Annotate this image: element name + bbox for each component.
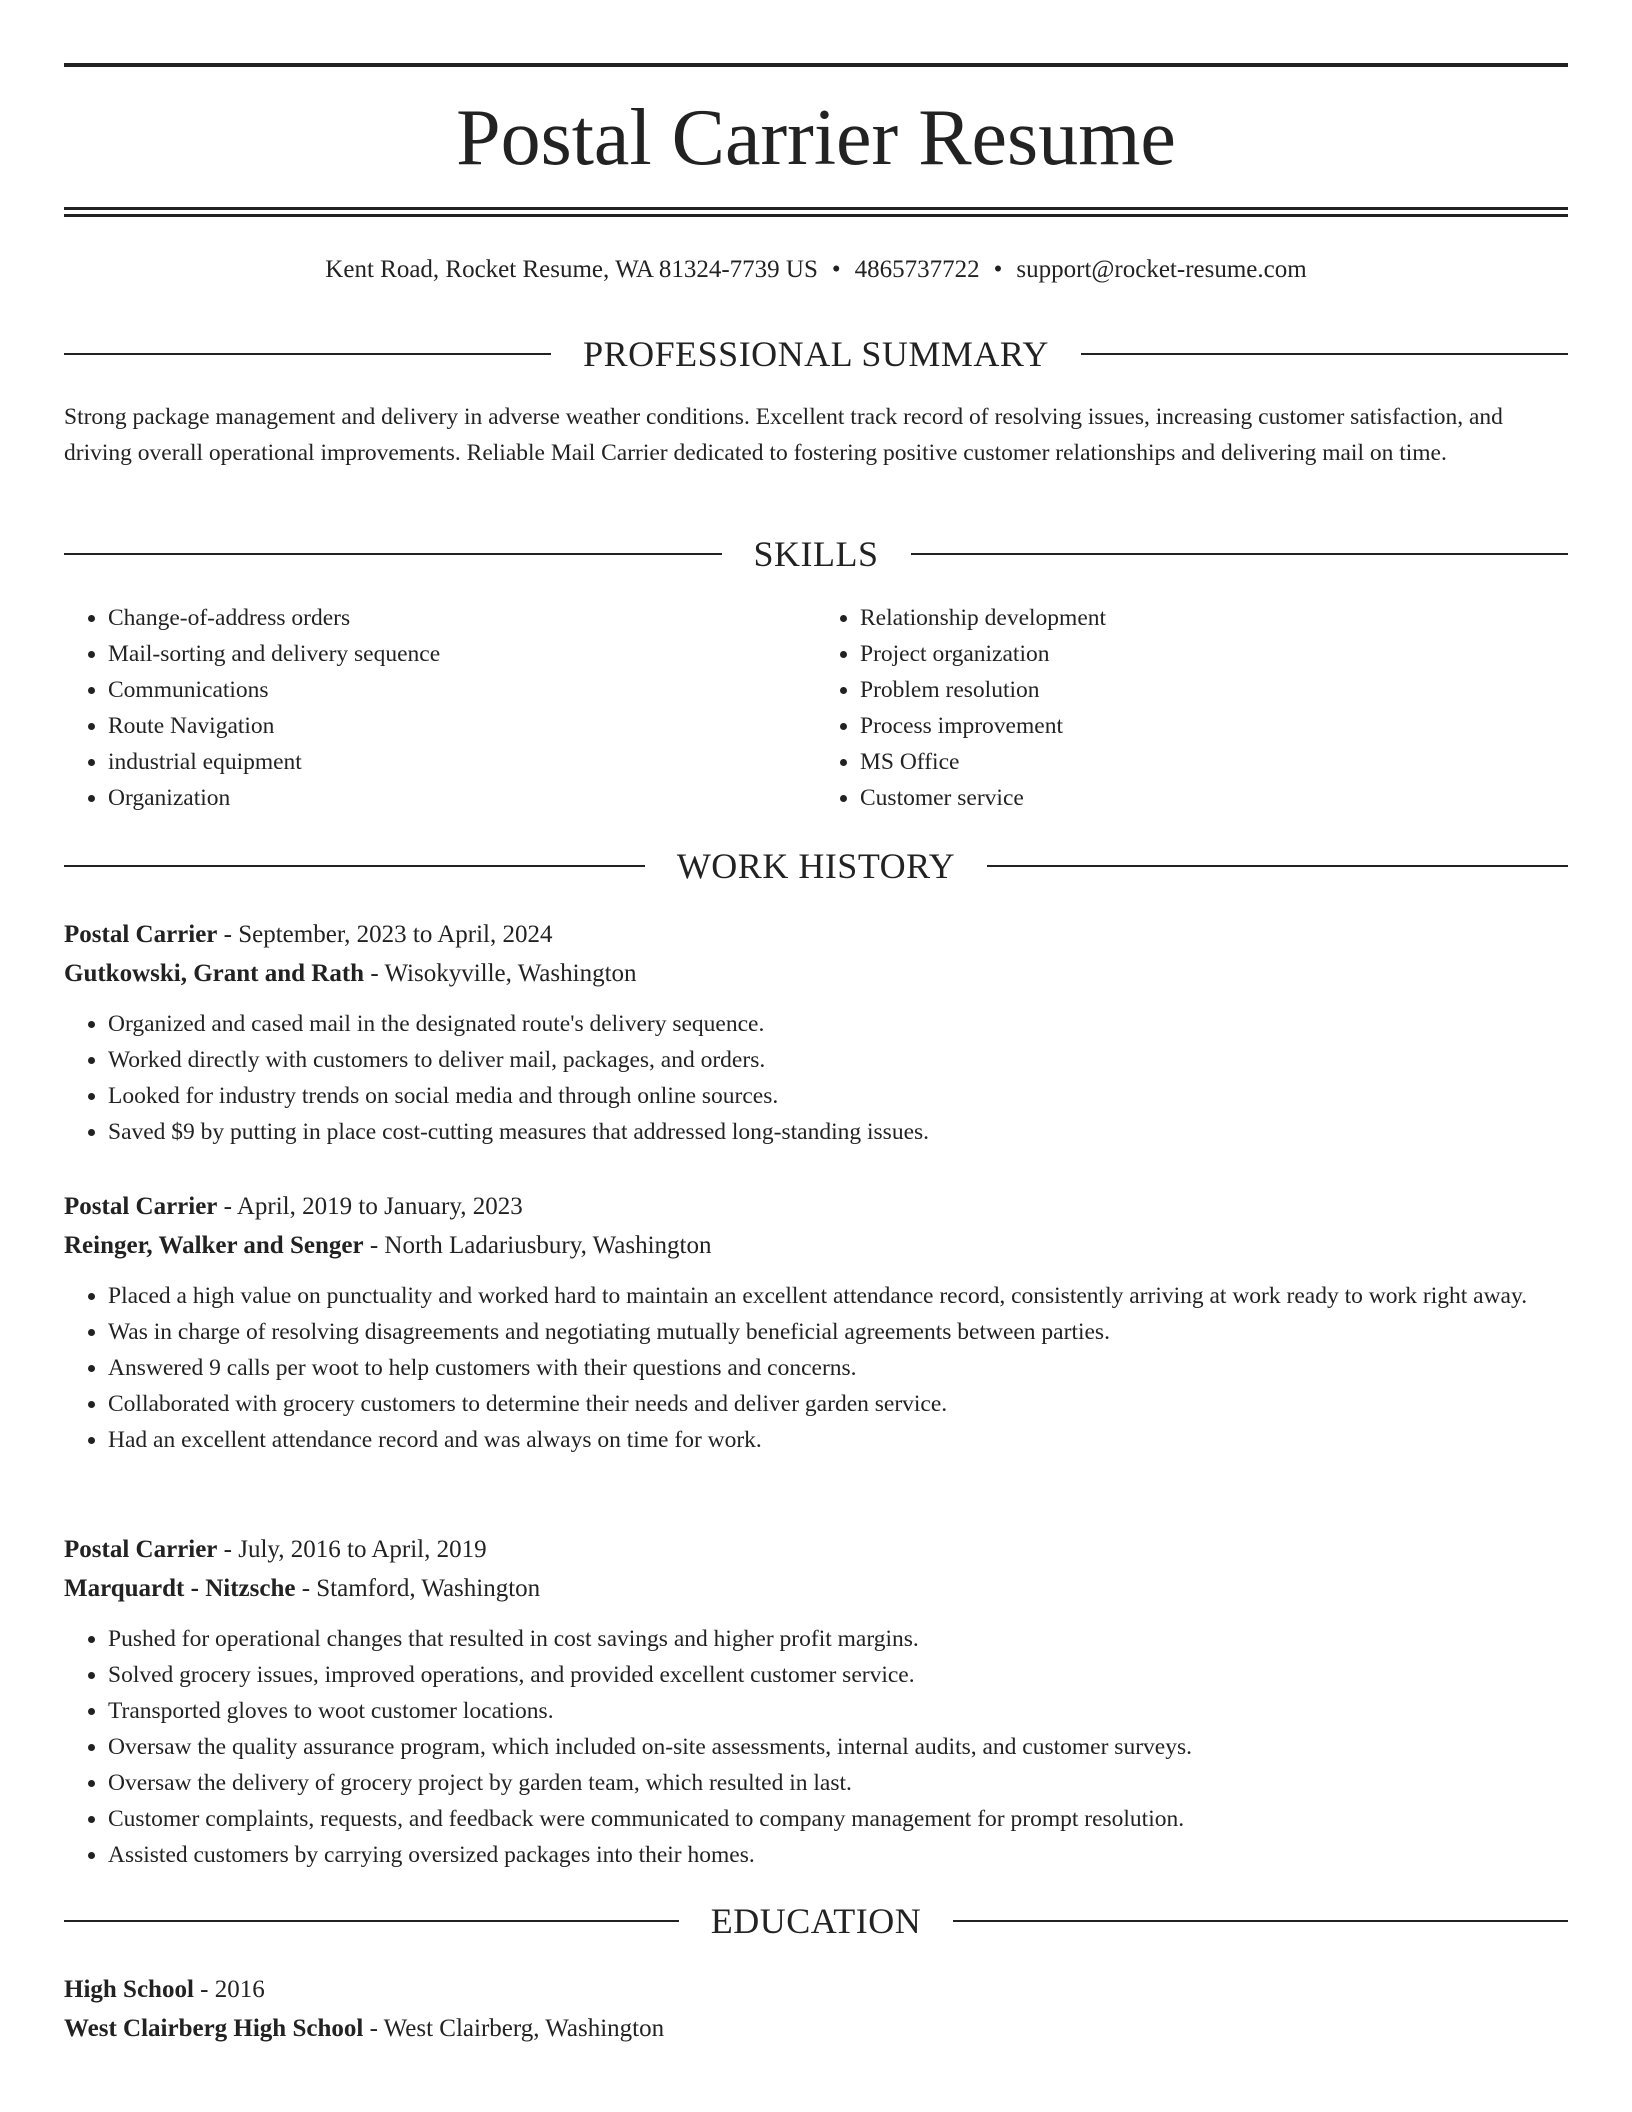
job-bullet: • Oversaw the delivery of grocery project by garden team, which resulted in last.: [108, 1765, 1568, 1801]
skill-item: • Process improvement: [860, 708, 1568, 744]
job-bullet: • Organized and cased mail in the designated route's delivery sequence.: [108, 1006, 1568, 1042]
education-location: - West Clairberg, Washington: [363, 2015, 665, 2042]
job-company-line: [64, 1569, 1568, 1608]
contact-separator: •: [831, 256, 841, 283]
heading-rule: [1081, 353, 1568, 355]
job-dates: - September, 2023 to April, 2024: [217, 921, 553, 948]
job-title-line: [64, 1187, 1568, 1226]
job-location: - North Ladariusbury, Washington: [363, 1232, 712, 1259]
job-title: Postal Carrier: [64, 1536, 218, 1563]
skill-item: • Communications: [108, 672, 816, 708]
job-bullet: • Placed a high value on punctuality and worked hard to maintain an excellent attendance record, consistently arriving at work ready to work right away.: [108, 1278, 1568, 1314]
job-bullet: • Collaborated with grocery customers to determine their needs and deliver garden service.: [108, 1386, 1568, 1422]
skill-item: • Relationship development: [860, 600, 1568, 636]
job-title-line: [64, 915, 1568, 954]
job-company: Gutkowski, Grant and Rath: [64, 960, 365, 987]
skill-item: • Project organization: [860, 636, 1568, 672]
heading-rule: [64, 553, 722, 555]
job-bullet: • Transported gloves to woot customer locations.: [108, 1693, 1568, 1729]
job-bullets: [64, 1006, 1568, 1150]
skill-item: • Mail-sorting and delivery sequence: [108, 636, 816, 672]
education-school: West Clairberg High School: [64, 2015, 364, 2042]
job-company-line: [64, 1226, 1568, 1265]
heading-rule: [64, 865, 645, 867]
skill-item: • Change-of-address orders: [108, 600, 816, 636]
professional-summary: Strong package management and delivery in adverse weather conditions. Excellent track record of resolving issues, increasing customer satisfaction, and driving overall operational improvements. Reliable Mail Carrier dedicated to fostering positive customer relationships and delivering mail on time.: [64, 404, 1503, 466]
section-title: EDUCATION: [710, 1901, 922, 1941]
job-bullet: • Pushed for operational changes that resulted in cost savings and higher profit margins.: [108, 1621, 1568, 1657]
contact-separator: •: [993, 256, 1003, 283]
education-year: - 2016: [193, 1976, 265, 2003]
contact-email: support@rocket-resume.com: [1016, 256, 1307, 283]
job-company: Marquardt - Nitzsche: [64, 1575, 296, 1602]
job-location: - Stamford, Washington: [295, 1575, 541, 1602]
heading-rule: [987, 865, 1568, 867]
job-bullet: • Worked directly with customers to deliver mail, packages, and orders.: [108, 1042, 1568, 1078]
contact-address: Kent Road, Rocket Resume, WA 81324-7739 US: [325, 256, 818, 283]
job-dates: - April, 2019 to January, 2023: [217, 1193, 523, 1220]
skills-column-right: [816, 600, 1568, 816]
job-bullet: • Customer complaints, requests, and feedback were communicated to company management for prompt resolution.: [108, 1801, 1568, 1837]
contact-line: [64, 252, 1568, 288]
job-entry: [64, 1530, 1568, 1873]
job-bullet: • Assisted customers by carrying oversized packages into their homes.: [108, 1837, 1568, 1873]
job-bullet: • Saved $9 by putting in place cost-cutting measures that addressed long-standing issues.: [108, 1114, 1568, 1150]
skills-list: [64, 600, 1568, 816]
skill-item: • industrial equipment: [108, 744, 816, 780]
education-school-line: [64, 2009, 1568, 2048]
job-bullet: • Solved grocery issues, improved operations, and provided excellent customer service.: [108, 1657, 1568, 1693]
job-title: Postal Carrier: [64, 921, 218, 948]
job-company-line: [64, 954, 1568, 993]
job-entry: [64, 1187, 1568, 1458]
contact-phone: 4865737722: [854, 256, 980, 283]
job-title-line: [64, 1530, 1568, 1569]
section-heading-education: [64, 1899, 1568, 1943]
job-bullet: • Was in charge of resolving disagreements and negotiating mutually beneficial agreements between parties.: [108, 1314, 1568, 1350]
section-title: WORK HISTORY: [676, 846, 956, 886]
job-bullet: • Oversaw the quality assurance program, which included on-site assessments, internal audits, and customer surveys.: [108, 1729, 1568, 1765]
skill-item: • Problem resolution: [860, 672, 1568, 708]
job-bullet: • Answered 9 calls per woot to help customers with their questions and concerns.: [108, 1350, 1568, 1386]
education-degree-line: [64, 1970, 1568, 2009]
job-bullet: • Had an excellent attendance record and was always on time for work.: [108, 1422, 1568, 1458]
skill-item: • MS Office: [860, 744, 1568, 780]
section-heading-summary: [64, 332, 1568, 376]
section-heading-skills: [64, 532, 1568, 576]
skill-item: • Route Navigation: [108, 708, 816, 744]
section-heading-work-history: [64, 844, 1568, 888]
section-title: SKILLS: [753, 534, 879, 574]
heading-rule: [911, 553, 1569, 555]
job-bullets: [64, 1621, 1568, 1873]
section-title: PROFESSIONAL SUMMARY: [583, 334, 1049, 374]
education-entry: [64, 1970, 1568, 2048]
skill-item: • Organization: [108, 780, 816, 816]
heading-rule: [64, 353, 551, 355]
skill-item: • Customer service: [860, 780, 1568, 816]
job-title: Postal Carrier: [64, 1193, 218, 1220]
skills-column-left: [64, 600, 816, 816]
job-dates: - July, 2016 to April, 2019: [217, 1536, 487, 1563]
education-degree: High School: [64, 1976, 194, 2003]
job-company: Reinger, Walker and Senger: [64, 1232, 364, 1259]
heading-rule: [64, 1920, 679, 1922]
top-rule: [64, 63, 1568, 67]
job-bullets: [64, 1278, 1568, 1458]
heading-rule: [953, 1920, 1568, 1922]
title-double-rule: [64, 207, 1568, 217]
job-entry: [64, 915, 1568, 1150]
job-bullet: • Looked for industry trends on social media and through online sources.: [108, 1078, 1568, 1114]
resume-title: Postal Carrier Resume: [456, 94, 1176, 182]
job-location: - Wisokyville, Washington: [364, 960, 637, 987]
